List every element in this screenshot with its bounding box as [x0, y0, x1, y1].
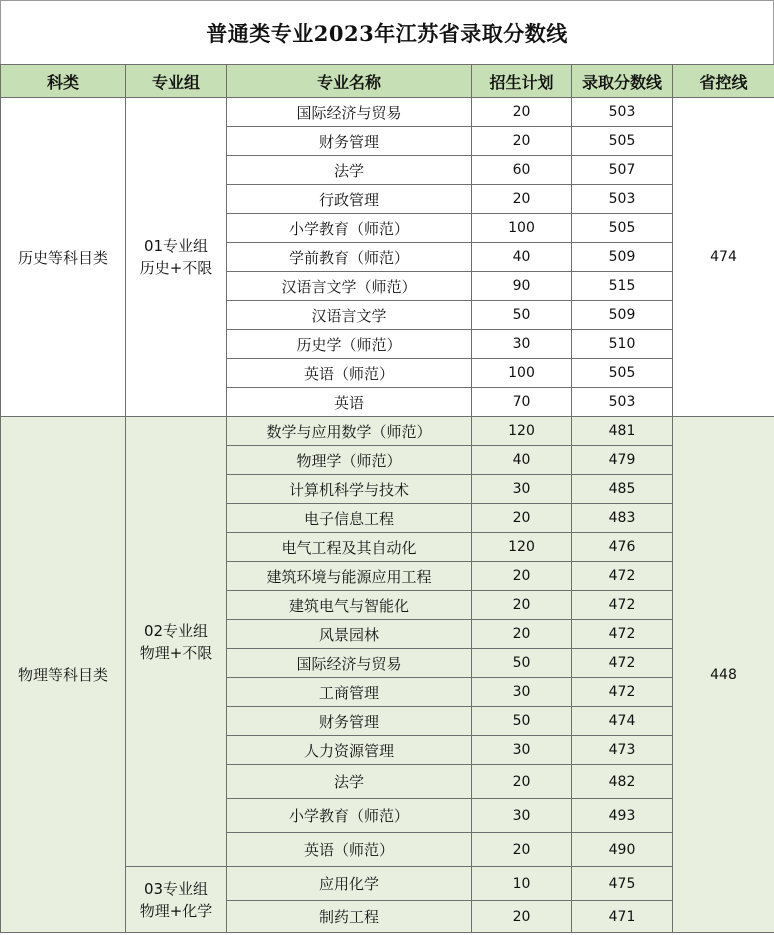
admission-score-cell: 503	[572, 98, 673, 127]
enrollment-plan-cell: 30	[472, 678, 572, 707]
major-name-cell: 历史学（师范）	[227, 330, 472, 359]
enrollment-plan-cell: 50	[472, 707, 572, 736]
admission-score-cell: 505	[572, 214, 673, 243]
major-group-code: 03专业组	[143, 879, 209, 898]
admission-score-cell: 505	[572, 127, 673, 156]
admission-score-cell: 485	[572, 475, 673, 504]
major-group-cell	[126, 417, 227, 867]
admission-score-cell: 472	[572, 649, 673, 678]
major-name-cell: 电子信息工程	[227, 504, 472, 533]
admission-score-cell: 472	[572, 620, 673, 649]
major-name-cell: 小学教育（师范）	[227, 214, 472, 243]
major-group-subjects: 物理+不限	[139, 643, 213, 662]
admission-score-cell: 472	[572, 591, 673, 620]
table-row	[1, 417, 774, 446]
major-name-cell: 建筑环境与能源应用工程	[227, 562, 472, 591]
table-row	[1, 98, 774, 127]
page-title: 普通类专业2023年江苏省录取分数线	[0, 0, 774, 64]
enrollment-plan-cell: 70	[472, 388, 572, 417]
enrollment-plan-cell: 20	[472, 620, 572, 649]
major-name-cell: 人力资源管理	[227, 736, 472, 765]
table-header-row	[1, 65, 774, 98]
enrollment-plan-cell: 40	[472, 446, 572, 475]
enrollment-plan-cell: 90	[472, 272, 572, 301]
major-group-cell	[126, 867, 227, 933]
table-body	[1, 98, 774, 933]
admission-score-cell: 472	[572, 678, 673, 707]
enrollment-plan-cell: 100	[472, 214, 572, 243]
admission-score-cell: 483	[572, 504, 673, 533]
enrollment-plan-cell: 20	[472, 98, 572, 127]
admission-score-cell: 475	[572, 867, 673, 901]
category-cell: 历史等科目类	[1, 98, 126, 417]
enrollment-plan-cell: 20	[472, 833, 572, 867]
header-major-group: 专业组	[126, 65, 227, 98]
enrollment-plan-cell: 20	[472, 901, 572, 933]
control-line-cell: 448	[673, 417, 774, 933]
major-name-cell: 汉语言文学	[227, 301, 472, 330]
admission-score-cell: 471	[572, 901, 673, 933]
major-group-subjects: 物理+化学	[139, 901, 213, 920]
admission-score-cell: 474	[572, 707, 673, 736]
enrollment-plan-cell: 40	[472, 243, 572, 272]
major-group-cell	[126, 98, 227, 417]
major-name-cell: 英语	[227, 388, 472, 417]
admission-score-cell: 509	[572, 243, 673, 272]
major-name-cell: 物理学（师范）	[227, 446, 472, 475]
admission-score-cell: 503	[572, 185, 673, 214]
major-name-cell: 国际经济与贸易	[227, 649, 472, 678]
major-name-cell: 汉语言文学（师范）	[227, 272, 472, 301]
major-name-cell: 风景园林	[227, 620, 472, 649]
admission-score-table	[0, 64, 774, 933]
enrollment-plan-cell: 100	[472, 359, 572, 388]
major-name-cell: 财务管理	[227, 127, 472, 156]
major-group-code: 01专业组	[143, 237, 209, 255]
major-name-cell: 制药工程	[227, 901, 472, 933]
enrollment-plan-cell: 50	[472, 649, 572, 678]
control-line-cell: 474	[673, 98, 774, 417]
enrollment-plan-cell: 50	[472, 301, 572, 330]
enrollment-plan-cell: 20	[472, 562, 572, 591]
enrollment-plan-cell: 30	[472, 330, 572, 359]
category-cell: 物理等科目类	[1, 417, 126, 933]
admission-score-cell: 503	[572, 388, 673, 417]
major-name-cell: 数学与应用数学（师范）	[227, 417, 472, 446]
enrollment-plan-cell: 20	[472, 185, 572, 214]
header-major-name: 专业名称	[227, 65, 472, 98]
enrollment-plan-cell: 30	[472, 799, 572, 833]
admission-score-cell: 482	[572, 765, 673, 799]
major-name-cell: 计算机科学与技术	[227, 475, 472, 504]
major-name-cell: 电气工程及其自动化	[227, 533, 472, 562]
admission-score-cell: 510	[572, 330, 673, 359]
enrollment-plan-cell: 20	[472, 765, 572, 799]
major-name-cell: 法学	[227, 765, 472, 799]
enrollment-plan-cell: 10	[472, 867, 572, 901]
admission-score-cell: 493	[572, 799, 673, 833]
enrollment-plan-cell: 30	[472, 736, 572, 765]
header-enrollment-plan: 招生计划	[472, 65, 572, 98]
major-name-cell: 小学教育（师范）	[227, 799, 472, 833]
admission-score-cell: 479	[572, 446, 673, 475]
header-admission-score: 录取分数线	[572, 65, 673, 98]
major-name-cell: 英语（师范）	[227, 359, 472, 388]
header-control-line: 省控线	[673, 65, 774, 98]
major-group-code: 02专业组	[143, 621, 209, 640]
major-name-cell: 应用化学	[227, 867, 472, 901]
enrollment-plan-cell: 30	[472, 475, 572, 504]
admission-score-cell: 476	[572, 533, 673, 562]
major-name-cell: 学前教育（师范）	[227, 243, 472, 272]
admission-score-cell: 481	[572, 417, 673, 446]
enrollment-plan-cell: 120	[472, 533, 572, 562]
major-name-cell: 英语（师范）	[227, 833, 472, 867]
admission-score-cell: 473	[572, 736, 673, 765]
admission-score-cell: 507	[572, 156, 673, 185]
enrollment-plan-cell: 20	[472, 591, 572, 620]
major-name-cell: 建筑电气与智能化	[227, 591, 472, 620]
admission-score-cell: 509	[572, 301, 673, 330]
admission-score-cell: 515	[572, 272, 673, 301]
major-name-cell: 法学	[227, 156, 472, 185]
header-category: 科类	[1, 65, 126, 98]
major-name-cell: 财务管理	[227, 707, 472, 736]
major-name-cell: 工商管理	[227, 678, 472, 707]
admission-score-cell: 472	[572, 562, 673, 591]
admission-score-cell: 505	[572, 359, 673, 388]
enrollment-plan-cell: 20	[472, 504, 572, 533]
major-name-cell: 国际经济与贸易	[227, 98, 472, 127]
major-name-cell: 行政管理	[227, 185, 472, 214]
enrollment-plan-cell: 120	[472, 417, 572, 446]
admission-score-cell: 490	[572, 833, 673, 867]
enrollment-plan-cell: 60	[472, 156, 572, 185]
major-group-subjects: 历史+不限	[139, 259, 213, 277]
enrollment-plan-cell: 20	[472, 127, 572, 156]
